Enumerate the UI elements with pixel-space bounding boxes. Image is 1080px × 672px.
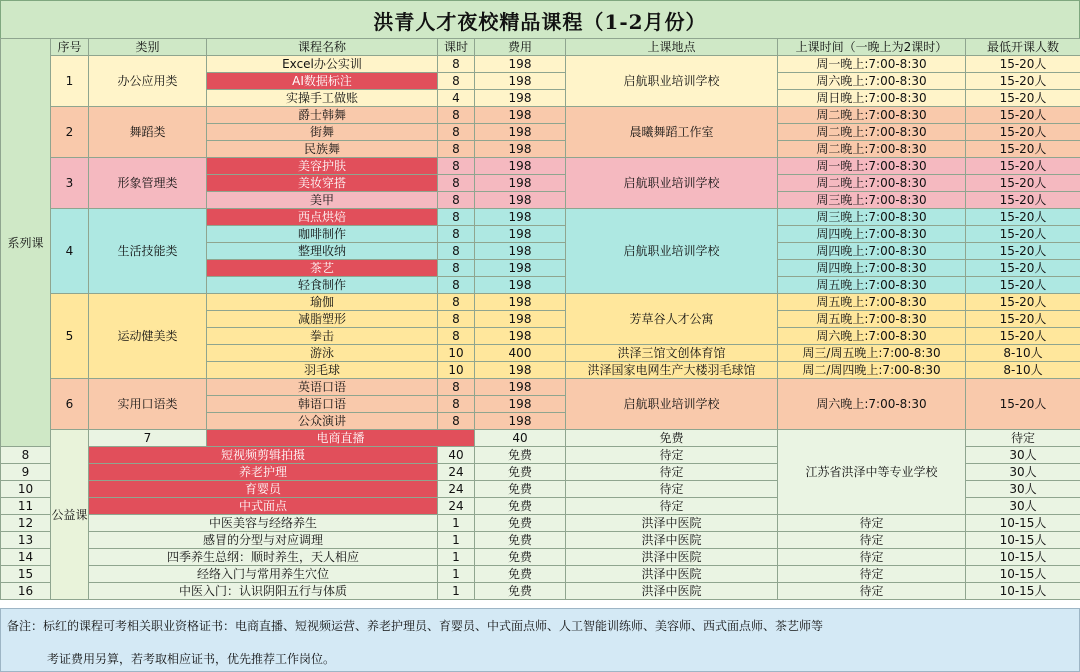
course-time: 待定 [566,498,778,515]
course-min: 30人 [966,481,1080,498]
course-name: 实操手工做账 [207,90,438,107]
course-no: 14 [1,549,51,566]
table-row [1,430,1080,447]
course-fee: 免费 [475,498,566,515]
course-fee: 免费 [475,566,566,583]
course-location: 洪泽三馆文创体育馆 [566,345,778,362]
course-time: 待定 [778,549,966,566]
course-min: 15-20人 [966,260,1080,277]
course-name: 美妆穿搭 [207,175,438,192]
course-min: 30人 [966,447,1080,464]
course-hours: 24 [438,481,475,498]
course-fee: 免费 [475,583,566,600]
course-time: 周六晚上:7:00-8:30 [778,328,966,345]
course-hours: 8 [438,328,475,345]
course-no: 11 [1,498,51,515]
course-no: 9 [1,464,51,481]
course-min: 15-20人 [966,175,1080,192]
course-name: 养老护理 [89,464,438,481]
course-fee: 400 [475,345,566,362]
course-name: 咖啡制作 [207,226,438,243]
course-hours: 4 [438,90,475,107]
group-location: 启航职业培训学校 [566,158,778,209]
course-hours: 8 [438,209,475,226]
course-min: 10-15人 [966,566,1080,583]
course-time: 周五晚上:7:00-8:30 [778,277,966,294]
course-hours: 40 [475,430,566,447]
group-no: 2 [51,107,89,158]
course-min: 15-20人 [966,73,1080,90]
course-no: 10 [1,481,51,498]
course-hours: 8 [438,73,475,90]
table-row [1,107,1080,124]
course-hours: 8 [438,379,475,396]
course-fee: 198 [475,396,566,413]
course-location: 洪泽中医院 [566,583,778,600]
course-time: 周二晚上:7:00-8:30 [778,124,966,141]
course-location: 洪泽中医院 [566,532,778,549]
course-hours: 8 [438,124,475,141]
course-name: 经络入门与常用养生穴位 [89,566,438,583]
course-no: 16 [1,583,51,600]
course-hours: 8 [438,243,475,260]
course-fee: 198 [475,90,566,107]
table-row [1,158,1080,175]
course-min: 10-15人 [966,515,1080,532]
header-time: 上课时间（一晚上为2课时） [778,39,966,56]
course-min: 15-20人 [966,141,1080,158]
course-name: 育婴员 [89,481,438,498]
course-min: 15-20人 [966,243,1080,260]
course-time: 待定 [566,481,778,498]
course-no: 12 [1,515,51,532]
course-location: 洪泽中医院 [566,566,778,583]
header-fee: 费用 [475,39,566,56]
header-category: 类别 [89,39,207,56]
course-hours: 8 [438,311,475,328]
group-location: 启航职业培训学校 [566,209,778,294]
course-name: Excel办公实训 [207,56,438,73]
page-title: 洪青人才夜校精品课程（1-2月份） [0,0,1080,40]
course-name: 茶艺 [207,260,438,277]
course-fee: 198 [475,226,566,243]
course-hours: 8 [438,107,475,124]
course-time: 周二晚上:7:00-8:30 [778,141,966,158]
course-time: 待定 [566,464,778,481]
course-name: 轻食制作 [207,277,438,294]
note-line-1: 备注：标红的课程可考相关职业资格证书：电商直播、短视频运营、养老护理员、育婴员、中式面点师、人工智能训练师、美容师、西式面点师、茶艺师等 [7,619,824,633]
course-name: 美甲 [207,192,438,209]
course-name: 中医入门：认识阴阳五行与体质 [89,583,438,600]
course-fee: 198 [475,124,566,141]
course-fee: 免费 [475,515,566,532]
group-category: 办公应用类 [89,56,207,107]
course-no: 8 [1,447,51,464]
course-name: 韩语口语 [207,396,438,413]
group-min: 15-20人 [966,379,1080,430]
course-hours: 8 [438,277,475,294]
course-time: 周五晚上:7:00-8:30 [778,294,966,311]
group-location: 芳草谷人才公寓 [566,294,778,345]
course-time: 周四晚上:7:00-8:30 [778,243,966,260]
course-fee: 198 [475,243,566,260]
group-category: 形象管理类 [89,158,207,209]
course-name: 街舞 [207,124,438,141]
course-fee: 免费 [475,464,566,481]
header-seq: 序号 [51,39,89,56]
course-min: 10-15人 [966,532,1080,549]
course-min: 10-15人 [966,583,1080,600]
course-name: 中式面点 [89,498,438,515]
course-fee: 198 [475,260,566,277]
course-min: 30人 [966,464,1080,481]
group-no: 6 [51,379,89,430]
course-location: 洪泽国家电网生产大楼羽毛球馆 [566,362,778,379]
course-name: 感冒的分型与对应调理 [89,532,438,549]
course-fee: 198 [475,311,566,328]
course-hours: 8 [438,158,475,175]
table-row [1,56,1080,73]
course-time: 周三/周五晚上:7:00-8:30 [778,345,966,362]
course-time: 周一晚上:7:00-8:30 [778,56,966,73]
course-name: 爵士韩舞 [207,107,438,124]
course-hours: 24 [438,464,475,481]
course-hours: 8 [438,226,475,243]
course-name: 游泳 [207,345,438,362]
course-hours: 8 [438,294,475,311]
course-no: 7 [89,430,207,447]
course-name: 美容护肤 [207,158,438,175]
group-no: 5 [51,294,89,379]
section-public: 公益课 [51,430,89,600]
course-name: 民族舞 [207,141,438,158]
header-name: 课程名称 [207,39,438,56]
course-name: 四季养生总纲：顺时养生，天人相应 [89,549,438,566]
course-location: 洪泽中医院 [566,549,778,566]
course-min: 15-20人 [966,56,1080,73]
course-hours: 1 [438,532,475,549]
course-time: 周二晚上:7:00-8:30 [778,107,966,124]
course-min: 15-20人 [966,311,1080,328]
course-min: 30人 [966,498,1080,515]
course-no: 13 [1,532,51,549]
course-time: 周三晚上:7:00-8:30 [778,192,966,209]
course-hours: 8 [438,56,475,73]
course-name: 西点烘焙 [207,209,438,226]
course-time: 周日晚上:7:00-8:30 [778,90,966,107]
course-name: 拳击 [207,328,438,345]
course-table [0,38,1080,600]
course-time: 周四晚上:7:00-8:30 [778,260,966,277]
course-fee: 免费 [475,447,566,464]
course-time: 待定 [778,583,966,600]
course-hours: 40 [438,447,475,464]
header-min: 最低开课人数 [966,39,1080,56]
course-fee: 免费 [566,430,778,447]
course-min: 15-20人 [966,294,1080,311]
table-row [1,549,1080,566]
group-location: 启航职业培训学校 [566,379,778,430]
course-min: 15-20人 [966,158,1080,175]
course-fee: 免费 [475,481,566,498]
course-time: 待定 [966,430,1080,447]
course-name: 英语口语 [207,379,438,396]
header-hours: 课时 [438,39,475,56]
course-fee: 198 [475,158,566,175]
course-fee: 免费 [475,549,566,566]
course-hours: 8 [438,141,475,158]
course-fee: 198 [475,107,566,124]
table-row [1,294,1080,311]
table-row [1,532,1080,549]
course-min: 15-20人 [966,124,1080,141]
course-fee: 198 [475,209,566,226]
course-min: 15-20人 [966,192,1080,209]
course-hours: 8 [438,396,475,413]
course-name: 减脂塑形 [207,311,438,328]
course-name: 瑜伽 [207,294,438,311]
course-fee: 198 [475,175,566,192]
header-location: 上课地点 [566,39,778,56]
course-hours: 1 [438,515,475,532]
course-min: 15-20人 [966,90,1080,107]
course-fee: 198 [475,413,566,430]
section-series: 系列课 [1,39,51,447]
course-name: 中医美容与经络养生 [89,515,438,532]
course-fee: 198 [475,379,566,396]
course-time: 待定 [566,447,778,464]
course-time: 周五晚上:7:00-8:30 [778,311,966,328]
course-min: 15-20人 [966,226,1080,243]
group-no: 3 [51,158,89,209]
course-time: 待定 [778,566,966,583]
course-hours: 1 [438,583,475,600]
group-category: 运动健美类 [89,294,207,379]
group-no: 1 [51,56,89,107]
course-min: 8-10人 [966,345,1080,362]
course-name: 公众演讲 [207,413,438,430]
course-min: 8-10人 [966,362,1080,379]
course-time: 周二/周四晚上:7:00-8:30 [778,362,966,379]
course-fee: 198 [475,362,566,379]
course-hours: 10 [438,362,475,379]
table-row [1,379,1080,396]
course-hours: 8 [438,192,475,209]
course-fee: 198 [475,328,566,345]
course-hours: 8 [438,260,475,277]
header-row [1,39,1080,56]
group-category: 实用口语类 [89,379,207,430]
course-min: 15-20人 [966,328,1080,345]
course-time: 周六晚上:7:00-8:30 [778,73,966,90]
course-name: 电商直播 [207,430,475,447]
table-row [1,566,1080,583]
course-hours: 1 [438,566,475,583]
course-time: 周二晚上:7:00-8:30 [778,175,966,192]
table-row [1,515,1080,532]
course-location: 洪泽中医院 [566,515,778,532]
group-no: 4 [51,209,89,294]
table-row [1,209,1080,226]
course-name: 羽毛球 [207,362,438,379]
course-name: 短视频剪辑拍摄 [89,447,438,464]
course-fee: 198 [475,294,566,311]
course-hours: 8 [438,175,475,192]
table-row [1,583,1080,600]
course-fee: 198 [475,192,566,209]
course-fee: 免费 [475,532,566,549]
course-fee: 198 [475,73,566,90]
course-min: 15-20人 [966,107,1080,124]
group-category: 舞蹈类 [89,107,207,158]
course-fee: 198 [475,277,566,294]
course-time: 待定 [778,532,966,549]
course-hours: 24 [438,498,475,515]
course-hours: 10 [438,345,475,362]
course-time: 周一晚上:7:00-8:30 [778,158,966,175]
course-fee: 198 [475,56,566,73]
course-min: 10-15人 [966,549,1080,566]
course-fee: 198 [475,141,566,158]
course-time: 周三晚上:7:00-8:30 [778,209,966,226]
note-box [0,608,1080,672]
group-category: 生活技能类 [89,209,207,294]
course-hours: 1 [438,549,475,566]
course-name: AI数据标注 [207,73,438,90]
course-time: 待定 [778,515,966,532]
course-name: 整理收纳 [207,243,438,260]
group-time: 周六晚上:7:00-8:30 [778,379,966,430]
public-location: 江苏省洪泽中等专业学校 [778,430,966,515]
course-no: 15 [1,566,51,583]
course-hours: 8 [438,413,475,430]
course-min: 15-20人 [966,277,1080,294]
group-location: 启航职业培训学校 [566,56,778,107]
course-min: 15-20人 [966,209,1080,226]
note-line-2: 考证费用另算，若考取相应证书，优先推荐工作岗位。 [47,652,336,666]
course-time: 周四晚上:7:00-8:30 [778,226,966,243]
group-location: 晨曦舞蹈工作室 [566,107,778,158]
